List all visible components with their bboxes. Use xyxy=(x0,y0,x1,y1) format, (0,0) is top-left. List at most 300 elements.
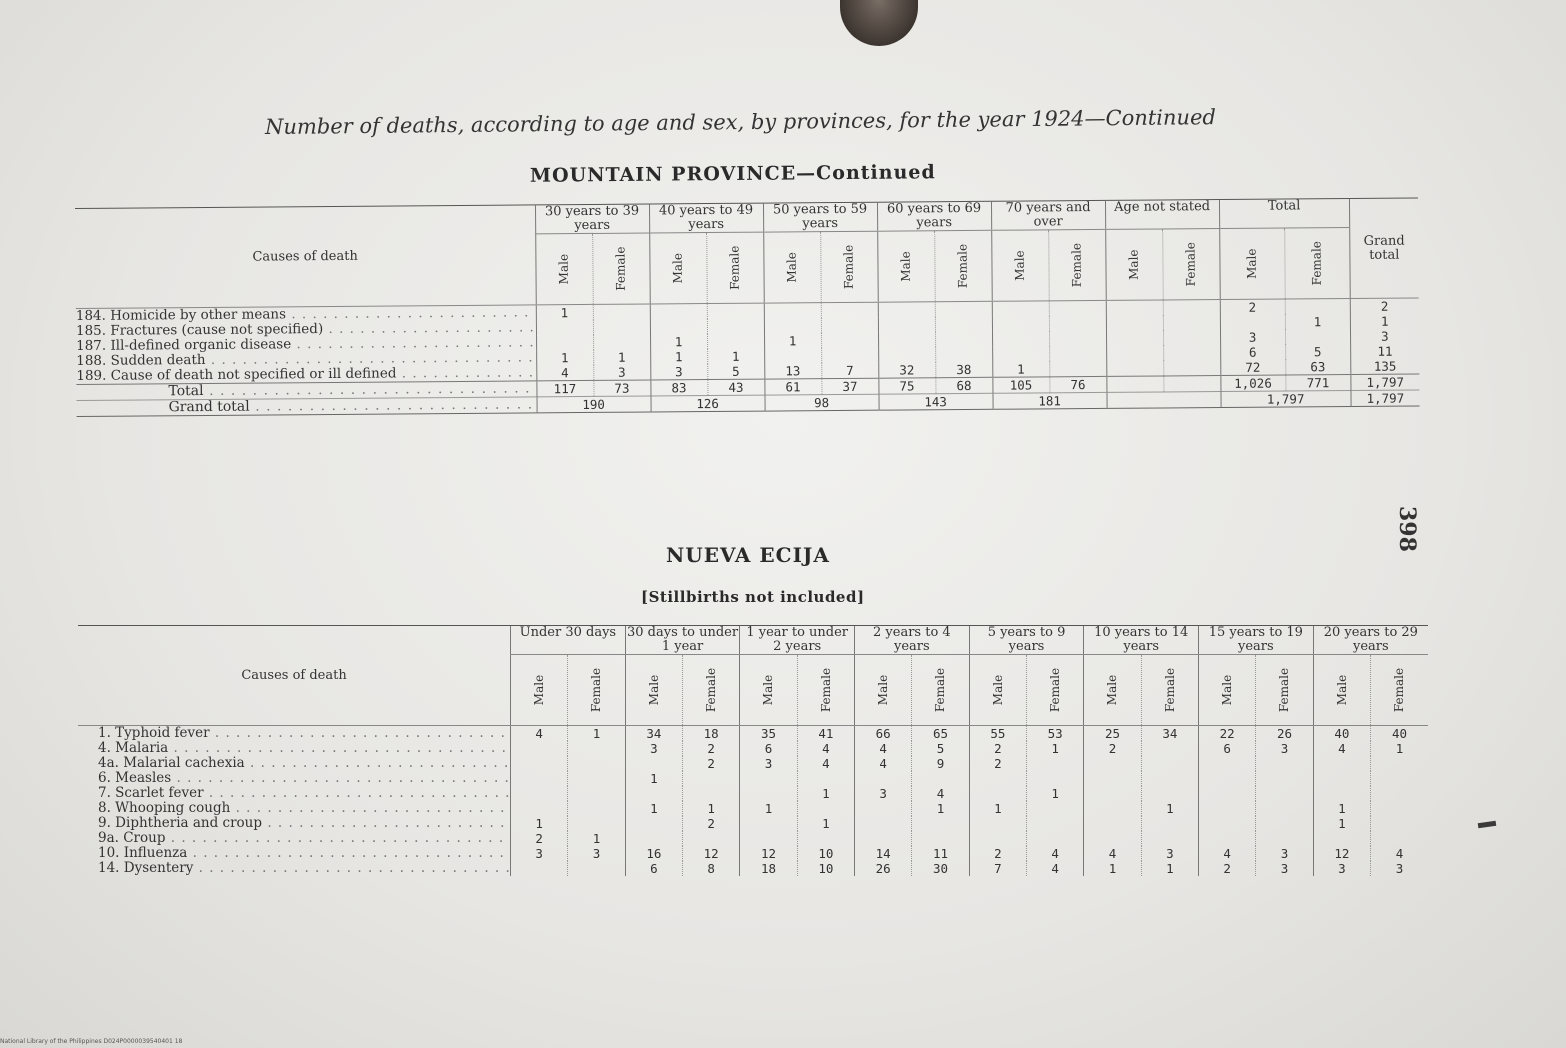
cell xyxy=(683,831,740,846)
cell: 73 xyxy=(593,380,650,396)
table-row xyxy=(78,846,1428,861)
cell xyxy=(1163,376,1220,392)
cell: 1 xyxy=(1371,741,1428,756)
cell xyxy=(878,317,935,332)
cell xyxy=(1107,392,1221,409)
cell: 3 xyxy=(1256,846,1313,861)
cell: 14 xyxy=(855,846,912,861)
male-header: Male xyxy=(761,674,776,705)
cell xyxy=(1199,756,1256,771)
cell xyxy=(1141,786,1198,801)
age-group-header: Age not stated xyxy=(1105,200,1219,230)
cell xyxy=(1049,346,1106,361)
cell: 4 xyxy=(855,741,912,756)
cell xyxy=(1220,315,1285,331)
cell xyxy=(625,786,682,801)
cell xyxy=(912,816,969,831)
nueva-ecija-rows xyxy=(78,726,1428,877)
cell: 2 xyxy=(683,816,740,831)
cell: 1 xyxy=(969,801,1026,816)
cell: 2 xyxy=(1220,299,1285,315)
thumb-shadow xyxy=(840,0,918,46)
cell xyxy=(1371,801,1428,816)
cell xyxy=(1256,801,1313,816)
cell xyxy=(821,318,878,333)
cell: 66 xyxy=(855,726,912,742)
cell xyxy=(650,319,707,334)
cell: 1 xyxy=(764,333,821,348)
cell xyxy=(593,334,650,349)
cell: 3 xyxy=(625,741,682,756)
cell: 6 xyxy=(1199,741,1256,756)
cell xyxy=(1256,756,1313,771)
cell: 3 xyxy=(1371,861,1428,876)
cell: 18 xyxy=(683,726,740,742)
cell xyxy=(1106,330,1163,345)
cell xyxy=(740,771,797,786)
cell xyxy=(764,348,821,363)
cell: 12 xyxy=(740,846,797,861)
cell xyxy=(797,801,854,816)
cell: 26 xyxy=(855,861,912,876)
cell: 30 xyxy=(912,861,969,876)
table-row xyxy=(78,801,1428,816)
cell: 13 xyxy=(764,363,821,379)
cell: 3 xyxy=(1141,846,1198,861)
age-group-header: 30 years to 39 years xyxy=(535,204,649,234)
cell xyxy=(1049,331,1106,346)
cell xyxy=(568,861,625,876)
female-header: Female xyxy=(727,245,743,290)
cause-label: 8. Whooping cough . . . xyxy=(78,801,511,816)
cell: 3 xyxy=(1220,329,1285,345)
cell: 1 xyxy=(797,816,854,831)
cell: 3 xyxy=(1256,861,1313,876)
cell: 6 xyxy=(1220,344,1285,360)
cell: 143 xyxy=(879,393,993,410)
cell: 1 xyxy=(1027,741,1084,756)
cell xyxy=(1371,816,1428,831)
cell xyxy=(855,801,912,816)
cell xyxy=(707,319,764,334)
cell xyxy=(568,816,625,831)
cell: 10 xyxy=(797,861,854,876)
cell xyxy=(1371,771,1428,786)
cell xyxy=(1256,786,1313,801)
cell xyxy=(821,302,878,318)
age-group-header: 50 years to 59 years xyxy=(763,202,877,232)
causes-header: Causes of death xyxy=(78,626,511,726)
cell: 37 xyxy=(821,378,878,394)
cell xyxy=(1141,741,1198,756)
cell xyxy=(1199,816,1256,831)
female-header: Female xyxy=(841,244,857,289)
male-header: Male xyxy=(1334,674,1349,705)
cell xyxy=(1141,816,1198,831)
cell: 2 xyxy=(511,831,568,846)
cell xyxy=(969,816,1026,831)
male-header: Male xyxy=(646,674,661,705)
female-header: Female xyxy=(1162,667,1177,712)
cell: 1 xyxy=(1313,816,1370,831)
cell xyxy=(992,316,1049,331)
cell xyxy=(1027,831,1084,846)
cell: 63 xyxy=(1285,359,1350,375)
cell xyxy=(1027,756,1084,771)
cell xyxy=(1084,831,1141,846)
age-group-header: 5 years to 9 years xyxy=(969,626,1084,655)
male-header: Male xyxy=(1244,248,1260,279)
cell: 22 xyxy=(1199,726,1256,742)
cell: 11 xyxy=(912,846,969,861)
cell xyxy=(797,831,854,846)
cause-label: 4a. Malarial cachexia . . . xyxy=(78,756,511,771)
cell xyxy=(1199,801,1256,816)
female-header: Female xyxy=(704,667,719,712)
cell: 16 xyxy=(625,846,682,861)
cell: 40 xyxy=(1313,726,1370,742)
cell: 76 xyxy=(1049,376,1106,392)
table-row xyxy=(78,756,1428,771)
cell: 98 xyxy=(765,394,879,411)
cell xyxy=(1163,300,1220,316)
cell xyxy=(1027,771,1084,786)
cell xyxy=(1106,376,1163,392)
cause-label: 188. Sudden death . . . xyxy=(76,350,536,369)
cell xyxy=(1199,771,1256,786)
male-header: Male xyxy=(876,674,891,705)
cell xyxy=(764,318,821,333)
cell: 34 xyxy=(625,726,682,742)
cell xyxy=(1256,831,1313,846)
cell: 4 xyxy=(536,365,593,381)
cause-label: 7. Scarlet fever . . . xyxy=(78,786,511,801)
male-header: Male xyxy=(784,251,800,283)
cause-label: 9. Diphtheria and croup . . . xyxy=(78,816,511,831)
mountain-province-title: MOUNTAIN PROVINCE—Continued xyxy=(529,161,936,187)
cell xyxy=(1199,786,1256,801)
cause-label: 189. Cause of death not specified or ill defined . . . xyxy=(76,365,536,384)
cell xyxy=(1027,816,1084,831)
cell: 43 xyxy=(707,379,764,395)
age-group-header: 15 years to 19 years xyxy=(1199,626,1314,655)
cell: 4 xyxy=(1371,846,1428,861)
cause-label: 14. Dysentery . . . xyxy=(78,861,511,876)
cell: 11 xyxy=(1350,343,1419,359)
cell xyxy=(935,301,992,317)
cell xyxy=(912,831,969,846)
cell xyxy=(1313,771,1370,786)
cell xyxy=(1141,756,1198,771)
cell xyxy=(568,801,625,816)
cell: 35 xyxy=(740,726,797,742)
cell: 1,797 xyxy=(1351,390,1420,407)
cell xyxy=(1141,771,1198,786)
cell xyxy=(536,335,593,350)
cell: 12 xyxy=(1313,846,1370,861)
cause-label: 6. Measles . . . xyxy=(78,771,511,786)
cell: 5 xyxy=(707,364,764,380)
table-row xyxy=(78,741,1428,756)
cell xyxy=(650,304,707,320)
cell: 4 xyxy=(1199,846,1256,861)
cell xyxy=(536,320,593,335)
grand-total-label: Grand total . . . xyxy=(77,397,537,417)
cell xyxy=(1106,345,1163,360)
cell: 2 xyxy=(969,756,1026,771)
cause-label: 184. Homicide by other means . . . xyxy=(76,305,536,324)
cell xyxy=(1371,756,1428,771)
cell: 1 xyxy=(536,350,593,365)
cell: 1 xyxy=(536,304,593,320)
cell xyxy=(740,786,797,801)
cell: 3 xyxy=(740,756,797,771)
cell xyxy=(1371,786,1428,801)
cell: 3 xyxy=(511,846,568,861)
cell: 105 xyxy=(992,377,1049,393)
cell: 3 xyxy=(650,364,707,380)
cell: 75 xyxy=(878,378,935,394)
male-header: Male xyxy=(670,252,686,284)
cell: 1 xyxy=(625,771,682,786)
cause-label: 1. Typhoid fever . . . xyxy=(78,726,511,742)
cell xyxy=(1285,298,1350,314)
cell xyxy=(878,302,935,318)
grand-total-header: Grand total xyxy=(1349,198,1419,299)
cell: 68 xyxy=(935,377,992,393)
cell xyxy=(1106,315,1163,330)
footer-watermark: National Library of the Philippines D024P0000039540401 18 xyxy=(0,1038,183,1045)
female-header: Female xyxy=(1277,667,1292,712)
cell: 3 xyxy=(1256,741,1313,756)
cell: 1 xyxy=(707,349,764,364)
male-header: Male xyxy=(532,674,547,705)
cell xyxy=(511,786,568,801)
cell: 6 xyxy=(625,861,682,876)
cell xyxy=(625,756,682,771)
cell xyxy=(1256,771,1313,786)
cell xyxy=(707,334,764,349)
male-header: Male xyxy=(1126,248,1142,280)
table-row xyxy=(78,726,1428,742)
table-row xyxy=(78,831,1428,846)
margin-mark xyxy=(1478,821,1497,828)
cell xyxy=(740,816,797,831)
table-row xyxy=(78,816,1428,831)
cell: 3 xyxy=(1313,861,1370,876)
cell: 2 xyxy=(683,741,740,756)
female-header: Female xyxy=(1392,667,1407,712)
cell xyxy=(992,331,1049,346)
cell: 65 xyxy=(912,726,969,742)
cell: 8 xyxy=(683,861,740,876)
cell: 3 xyxy=(855,786,912,801)
age-group-header: 2 years to 4 years xyxy=(855,626,970,655)
cell: 2 xyxy=(1350,298,1419,314)
cell xyxy=(1049,300,1106,316)
cell xyxy=(992,346,1049,361)
table-row xyxy=(78,861,1428,876)
table-row xyxy=(78,786,1428,801)
cell xyxy=(935,332,992,347)
cell xyxy=(683,771,740,786)
cell: 1,026 xyxy=(1220,375,1285,392)
cell: 6 xyxy=(740,741,797,756)
cell: 135 xyxy=(1350,358,1419,374)
cell: 40 xyxy=(1371,726,1428,742)
cell: 72 xyxy=(1220,359,1285,375)
cell xyxy=(912,771,969,786)
cell: 117 xyxy=(536,380,593,396)
cause-label: 9a. Croup . . . xyxy=(78,831,511,846)
cell xyxy=(1313,786,1370,801)
cell: 1 xyxy=(511,816,568,831)
nueva-ecija-table xyxy=(78,625,1428,876)
cell: 18 xyxy=(740,861,797,876)
cell xyxy=(1106,360,1163,376)
cell: 4 xyxy=(797,756,854,771)
cell: 61 xyxy=(764,379,821,395)
cause-label: 185. Fractures (cause not specified) . . . xyxy=(76,320,536,339)
cell: 32 xyxy=(878,362,935,378)
female-header: Female xyxy=(818,667,833,712)
cell xyxy=(992,301,1049,317)
page-number: 398 xyxy=(1394,506,1420,552)
mountain-province-table xyxy=(75,197,1420,417)
cell: 4 xyxy=(912,786,969,801)
age-group-header: 40 years to 49 years xyxy=(649,203,763,233)
cell: 10 xyxy=(797,846,854,861)
cell xyxy=(1084,816,1141,831)
cell xyxy=(568,756,625,771)
cell xyxy=(969,786,1026,801)
cell xyxy=(511,756,568,771)
cell xyxy=(511,801,568,816)
age-group-header: 30 days to under 1 year xyxy=(627,625,739,654)
cell: 4 xyxy=(1027,861,1084,876)
cell xyxy=(707,303,764,319)
cell xyxy=(821,333,878,348)
age-group-header: 20 years to 29 years xyxy=(1313,626,1428,655)
cell: 4 xyxy=(797,741,854,756)
cell: 34 xyxy=(1141,726,1198,742)
cell xyxy=(593,319,650,334)
age-group-header: 10 years to 14 years xyxy=(1084,626,1199,655)
cell xyxy=(1256,816,1313,831)
cell xyxy=(878,347,935,362)
cell xyxy=(740,831,797,846)
cell xyxy=(855,831,912,846)
cell: 4 xyxy=(1027,846,1084,861)
cell xyxy=(1285,329,1350,345)
female-header: Female xyxy=(613,246,629,291)
cell: 1 xyxy=(568,831,625,846)
cell xyxy=(935,347,992,362)
cell: 25 xyxy=(1084,726,1141,742)
male-header: Male xyxy=(556,253,572,284)
female-header: Female xyxy=(1183,241,1199,286)
cell: 53 xyxy=(1027,726,1084,742)
table-row xyxy=(78,771,1428,786)
page-title: Number of deaths, according to age and sex, by provinces, for the year 1924—Continued xyxy=(264,105,1216,140)
cell xyxy=(625,831,682,846)
male-header: Male xyxy=(1012,249,1028,281)
cell xyxy=(855,816,912,831)
cell: 1 xyxy=(1141,861,1198,876)
cell: 2 xyxy=(1084,741,1141,756)
cell: 190 xyxy=(536,396,650,413)
female-header: Female xyxy=(933,667,948,712)
cell xyxy=(935,317,992,332)
cell: 771 xyxy=(1285,374,1350,391)
cell: 26 xyxy=(1256,726,1313,742)
cell xyxy=(511,861,568,876)
cell xyxy=(969,831,1026,846)
cell xyxy=(568,741,625,756)
cell xyxy=(1084,786,1141,801)
cell: 5 xyxy=(1285,344,1350,360)
cell: 5 xyxy=(912,741,969,756)
cell xyxy=(1049,361,1106,377)
cell: 1 xyxy=(740,801,797,816)
cell xyxy=(1313,756,1370,771)
cell xyxy=(1163,345,1220,360)
cell xyxy=(1141,831,1198,846)
cell: 2 xyxy=(683,756,740,771)
nueva-ecija-title: NUEVA ECIJA xyxy=(666,543,830,567)
cell xyxy=(1163,360,1220,376)
cell: 3 xyxy=(593,364,650,380)
cell: 1 xyxy=(568,726,625,742)
female-header: Female xyxy=(1048,667,1063,712)
cell: 1 xyxy=(593,349,650,364)
cell: 1,797 xyxy=(1221,390,1351,407)
cell xyxy=(878,332,935,347)
cell xyxy=(568,786,625,801)
total-header: Total xyxy=(1219,198,1349,228)
male-header: Male xyxy=(990,674,1005,705)
cell: 2 xyxy=(969,846,1026,861)
cell xyxy=(1163,315,1220,330)
cell xyxy=(568,771,625,786)
cell xyxy=(1106,300,1163,316)
cell: 1 xyxy=(1313,801,1370,816)
age-group-header: Under 30 days xyxy=(511,626,626,655)
cell xyxy=(683,786,740,801)
cell xyxy=(1163,330,1220,345)
cell: 1,797 xyxy=(1350,374,1419,391)
cell: 4 xyxy=(511,726,568,742)
cell: 181 xyxy=(993,392,1107,409)
cell xyxy=(797,771,854,786)
cell xyxy=(1084,801,1141,816)
cell: 1 xyxy=(683,801,740,816)
cell: 41 xyxy=(797,726,854,742)
cell: 7 xyxy=(821,363,878,379)
cell xyxy=(1199,831,1256,846)
cell: 1 xyxy=(1350,313,1419,329)
cell xyxy=(625,816,682,831)
cell xyxy=(1049,316,1106,331)
female-header: Female xyxy=(589,667,604,712)
cell: 12 xyxy=(683,846,740,861)
cell: 1 xyxy=(912,801,969,816)
cell: 4 xyxy=(855,756,912,771)
cell: 1 xyxy=(1027,786,1084,801)
cell: 4 xyxy=(1313,741,1370,756)
nueva-ecija-subtitle: [Stillbirths not included] xyxy=(641,588,865,606)
cell: 7 xyxy=(969,861,1026,876)
